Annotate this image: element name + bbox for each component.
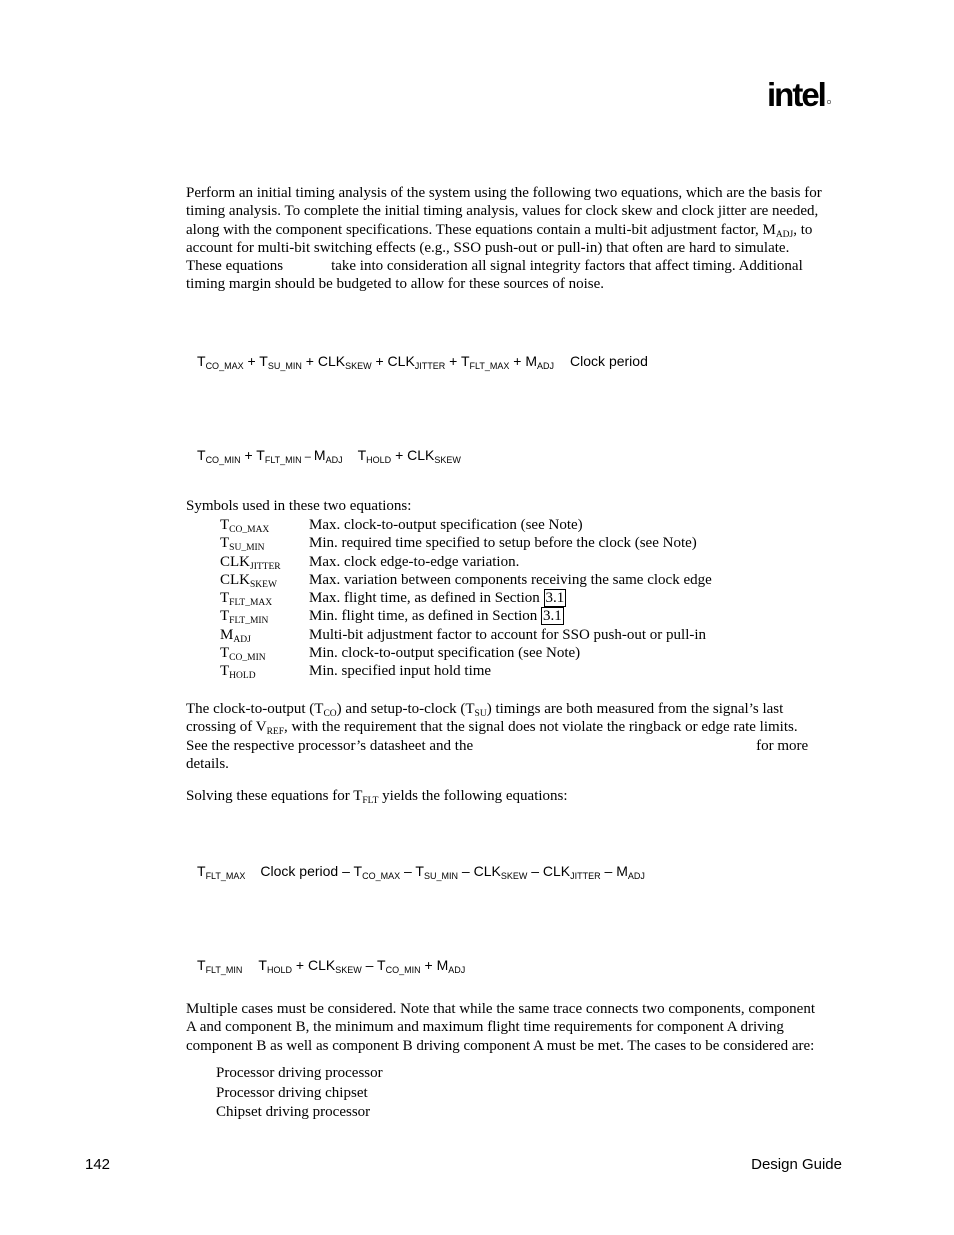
- intro-line-1: Perform an initial timing analysis of the system using the following two equations, which are the basis for: [186, 185, 822, 201]
- equation-4: $T_{FLT\_MIN}$ $T_{HOLD} + CLK_{SKEW} - T_{CO\_MIN} + M_{ADJ}$: [197, 957, 466, 975]
- section-link[interactable]: 3.1: [545, 590, 565, 607]
- list-item: Processor driving chipset: [216, 1084, 368, 1101]
- symbols-intro: Symbols used in these two equations:: [186, 498, 412, 514]
- equation-1: $T_{CO\_MAX} + T_{SU\_MIN} + CLK_{SKEW} + CLK_{JITTER} + T_{FLT\_MAX} + M_{ADJ}$ Clock period: [197, 353, 648, 371]
- intel-logo: [767, 75, 837, 115]
- section-link[interactable]: 3.1: [543, 608, 562, 625]
- page-number: 142: [85, 1156, 111, 1173]
- measure-line-1: The clock-to-output $(T_{CO})$ and setup-to-clock $(T_{SU})$ timings are both measured from the signal’s last: [186, 701, 784, 719]
- measure-line-2: crossing of $V_{REF}$, with the requirement that the signal does not violate the ringback or edge rate limits.: [186, 719, 798, 738]
- list-item: Processor driving processor: [216, 1065, 383, 1081]
- list-item: Chipset driving processor: [216, 1104, 371, 1121]
- measure-line-3: See the respective processor’s datasheet and the for more: [186, 737, 809, 754]
- intro-line-5: These equations take into consideration all signal integrity factors that affect timing. Additional: [186, 258, 803, 275]
- intro-line-4: account for multi-bit switching effects (e.g., SSO push-out or pull-in) that often are hard to simulate.: [186, 239, 790, 256]
- footer-title: Design Guide: [751, 1156, 842, 1173]
- intro-paragraph: [186, 184, 846, 294]
- intro-line-3: along with the component specifications. These equations contain a multi-bit adjustment factor, $M_{ADJ}$, to: [186, 221, 813, 240]
- intro-line-2: timing analysis. To complete the initial timing analysis, values for clock skew and clock jitter are needed,: [186, 203, 819, 220]
- solving-text: Solving these equations for $T_{FLT}$ yields the following equations:: [186, 788, 568, 806]
- measure-line-4: details.: [186, 755, 229, 772]
- cases-paragraph: Multiple cases must be considered. Note that while the same trace connects two components, component A and component B, the minimum and maximum flight time requirements for component A driving component B as well as component B driving component A must be met. The cases to be considered are:: [186, 1001, 815, 1054]
- intel-logo-text: intel: [767, 76, 825, 113]
- intro-line-7: timing margin should be budgeted to allow for these sources of noise.: [186, 276, 604, 293]
- cases-list: [216, 1064, 383, 1123]
- registered-mark-icon: [827, 100, 831, 104]
- equation-3: $T_{FLT\_MAX}$ Clock period – $T_{CO\_MAX} - T_{SU\_MIN} - CLK_{SKEW} - CLK_{JITTER} - M_{ADJ}$: [197, 863, 645, 881]
- measurement-paragraph: [186, 700, 846, 773]
- equation-2: $T_{CO\_MIN} + T_{FLT\_MIN} - M_{ADJ}$ $T_{HOLD} + CLK_{SKEW}$: [197, 447, 461, 465]
